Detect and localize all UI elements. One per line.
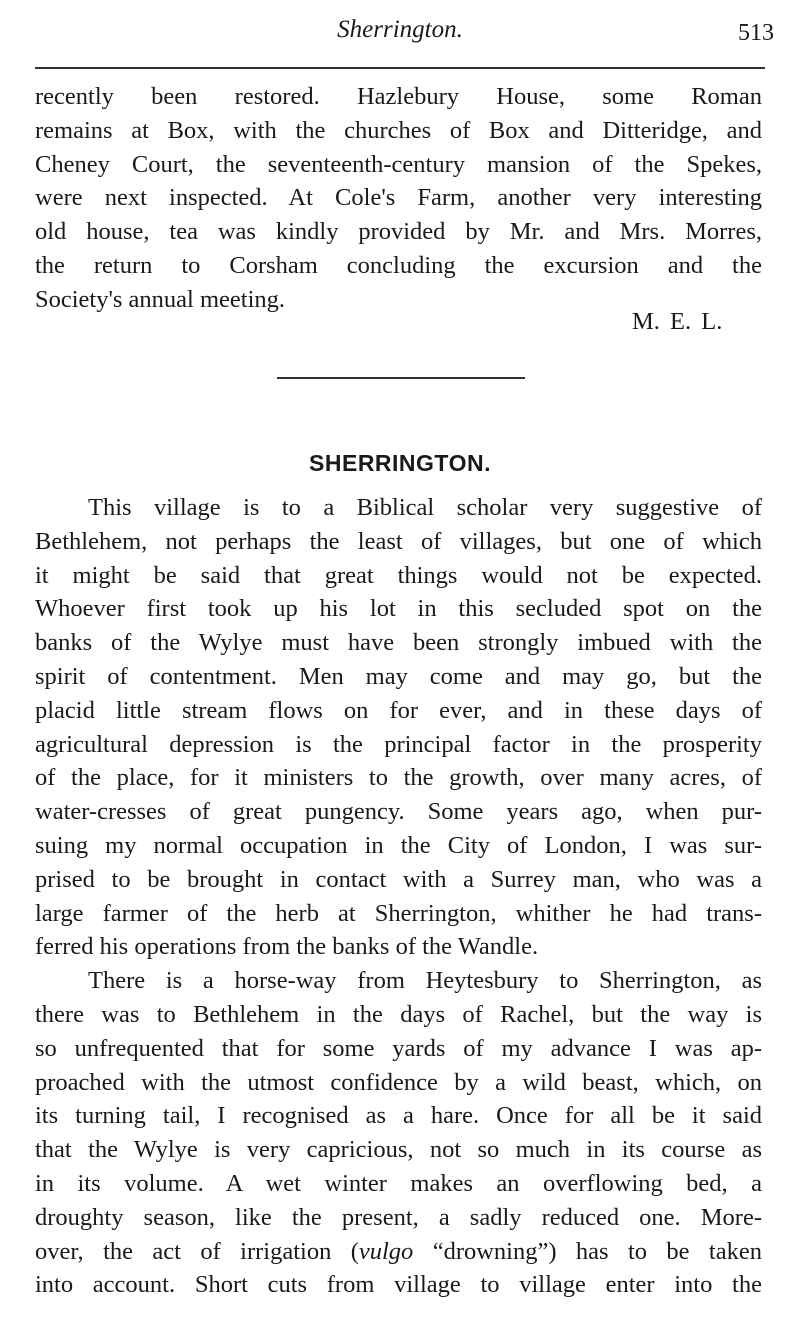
text-line: There is a horse-way from Heytesbury to Sherrington, as [88, 967, 762, 995]
text-fragment: “drowning”) has to be taken [413, 1237, 762, 1265]
text-line: This village is to a Biblical scholar very suggestive of [88, 494, 762, 521]
italic-term: vulgo [358, 1237, 414, 1265]
previous-article-paragraph [35, 80, 762, 317]
article-body [35, 491, 762, 1302]
text-line: Society's annual meeting. [35, 285, 286, 313]
text-line: ferred his operations from the banks of the Wandle. [35, 933, 539, 961]
text-line: recently been restored. Hazlebury House, some Roman [35, 83, 762, 110]
text-line: that the Wylye is very capricious, not so much in its course as [35, 1136, 762, 1164]
text-line: its turning tail, I recognised as a hare. Once for all be it said [35, 1102, 762, 1130]
text-line: remains at Box, with the churches of Box and Ditteridge, and [35, 116, 762, 144]
running-title: Sherrington. [337, 16, 463, 43]
text-line: into account. Short cuts from village to village enter into the [35, 1271, 762, 1299]
text-line: Bethlehem, not perhaps the least of villages, but one of which [35, 527, 762, 555]
text-line: spirit of contentment. Men may come and may go, but the [35, 662, 762, 690]
text-line: water-cresses of great pungency. Some years ago, when pur- [35, 798, 762, 826]
text-line: of the place, for it ministers to the growth, over many acres, of [35, 764, 762, 792]
header-rule [35, 67, 765, 69]
text-line: agricultural depression is the principal factor in the prosperity [35, 730, 762, 758]
text-line: droughty season, like the present, a sadly reduced one. More- [35, 1203, 762, 1231]
text-line: in its volume. A wet winter makes an overflowing bed, a [35, 1169, 762, 1197]
text-line: large farmer of the herb at Sherrington, whither he had trans- [35, 899, 762, 927]
text-line: proached with the utmost confidence by a wild beast, which, on [35, 1068, 762, 1096]
text-line: were next inspected. At Cole's Farm, another very interesting [35, 184, 762, 212]
text-line: the return to Corsham concluding the excursion and the [35, 251, 762, 279]
text-fragment: over, the act of irrigation ( [35, 1237, 359, 1265]
section-divider [277, 377, 525, 379]
page-number: 513 [738, 20, 774, 46]
text-line: it might be said that great things would not be expected. [35, 561, 762, 589]
text-line [35, 1235, 762, 1269]
text-line: banks of the Wylye must have been strongly imbued with the [35, 629, 762, 657]
text-line: so unfrequented that for some yards of my advance I was ap- [35, 1034, 762, 1062]
text-line: prised to be brought in contact with a Surrey man, who was a [35, 865, 762, 893]
text-line: Whoever first took up his lot in this secluded spot on the [35, 595, 762, 623]
author-signature: M. E. L. [632, 308, 723, 335]
text-line: Cheney Court, the seventeenth-century mansion of the Spekes, [35, 150, 762, 178]
text-line: suing my normal occupation in the City of London, I was sur- [35, 831, 762, 859]
text-line: old house, tea was kindly provided by Mr. and Mrs. Morres, [35, 218, 762, 246]
text-line: placid little stream flows on for ever, and in these days of [35, 696, 762, 724]
text-line: there was to Bethlehem in the days of Rachel, but the way is [35, 1000, 762, 1028]
article-title: SHERRINGTON. [309, 450, 491, 476]
